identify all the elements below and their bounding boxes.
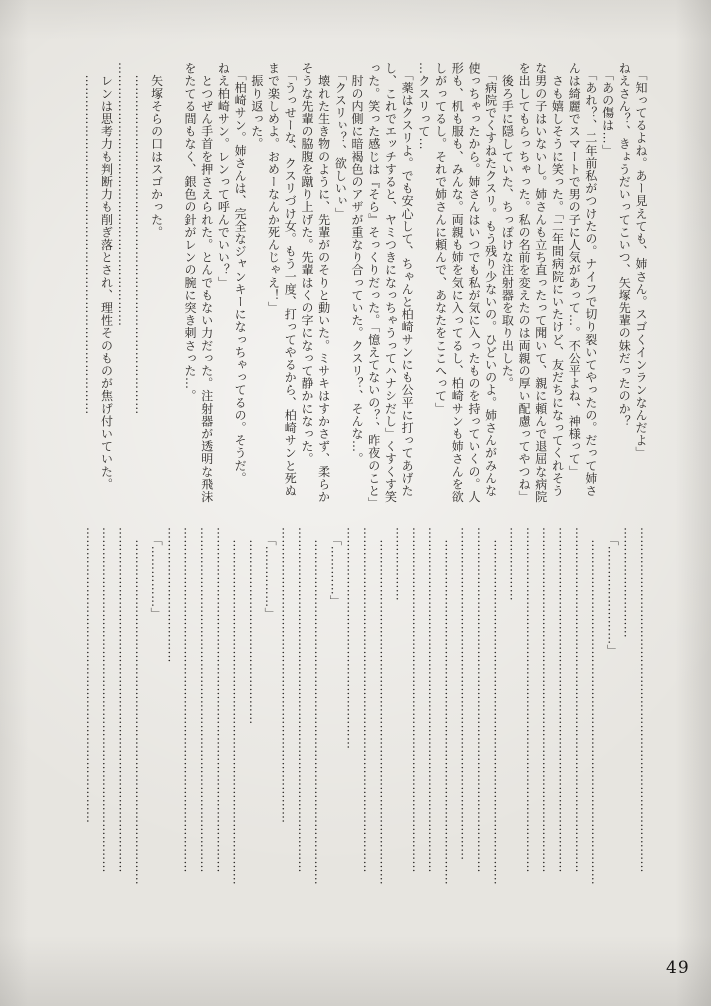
text-column: とつぜん手首を押さえられた。とんでもない力だった。注射器が透明な飛沫 <box>199 62 214 503</box>
text-column: ……………………………………………………………………… <box>132 62 147 415</box>
text-column: レンは思考力も判断力も削ぎ落とされ、理性そのものが焦げ付いていた。 <box>99 62 114 491</box>
text-column: ………………………………………………………………………… <box>230 527 245 886</box>
page-number: 49 <box>666 958 690 978</box>
text-column: ……………………………………………………………… <box>279 527 294 824</box>
text-column: ……………………………………………………………………… <box>458 527 473 861</box>
text-column: 「柏崎サン。姉さんは、完全なジャンキーになっちゃってるの。そうだ。 <box>233 62 248 485</box>
text-column: ………………………………………………………………………… <box>116 527 131 873</box>
text-column: ………………………………………………………………………… <box>132 527 147 886</box>
text-column: 「クスリぃ？、欲しいぃ」 <box>333 62 348 220</box>
text-column: ………………………………………………………………………… <box>589 527 604 886</box>
text-column: ………………………………………………………………………… <box>181 527 196 873</box>
text-column: ……………………………………………… <box>344 527 359 750</box>
text-column: 「……………………」 <box>605 527 620 657</box>
text-column: ………………………………………………………………………… <box>638 527 652 873</box>
text-column: を出してもらっちゃった。私の名前を変えたのは両親の厚い配慮ってやつね」 <box>517 62 532 503</box>
text-column: 「…………」 <box>328 527 343 608</box>
text-column: ………………………………………………………………………… <box>360 527 375 873</box>
text-column: ねえさん？、きょうだいってこいつ、矢塚先輩の妹だったのか？ <box>617 62 632 428</box>
text-column: ………………………………………………………………………… <box>523 527 538 873</box>
text-column: ………………………………………………………………………… <box>475 527 490 873</box>
text-column: …………………………… <box>165 527 180 663</box>
text-column: 「……………」 <box>263 527 278 620</box>
text-column: ………………………………………………………………………… <box>295 527 310 873</box>
text-column: 「知ってるよね。あー見えても、姉さん。スゴくインランなんだよ」 <box>634 62 648 460</box>
text-column: 振り返った。 <box>249 62 264 151</box>
text-column: 「あれ？、二年前私がつけたの。ナイフで切り裂いてやったの。だって姉さ <box>583 62 598 497</box>
text-column: ……………… <box>507 527 522 602</box>
text-column: 「うっせーな、クスリづけ女。もう一度、打ってやるから、柏崎サンと死ぬ <box>283 62 298 497</box>
text-column: ………………………………………………………………………… <box>540 527 555 873</box>
text-column: ………………………………………………………………………… <box>442 527 457 886</box>
text-column: ………………………………………………………………………… <box>572 527 587 873</box>
text-column: 後ろ手に隠していた、ちっぽけな注射器を取り出した。 <box>500 62 515 390</box>
text-column: 肘の内側に暗褐色のアザが重なり合っていた。クスリ？、そんな…。 <box>350 62 365 466</box>
text-column: ……………………………………………………………… <box>83 527 98 824</box>
text-column: しがってるし。それで姉さんに頼んで、あなたをここへって」 <box>433 62 448 415</box>
text-column: ……………………………………………………………………… <box>82 62 97 415</box>
text-column: ………………………………………………………………………… <box>100 527 115 873</box>
text-column: った。笑った感じは『そら』そっくりだった。「憶えてないの？、昨夜のこと」 <box>366 62 381 510</box>
text-column: まで楽しめよ。おめーなんか死んじゃえ！」 <box>266 62 281 314</box>
text-column: ……………………… <box>621 527 636 639</box>
text-column: ………………………………………………………………………… <box>377 527 392 886</box>
text-column: 矢塚そらの口はスゴかった。 <box>149 62 164 239</box>
text-column: をたてる間もなく、銀色の針がレンの腕に突き刺さった…。 <box>183 62 198 403</box>
text-column: ………………………………………………………………………… <box>556 527 571 873</box>
text-column: ……………………………………… <box>246 527 261 725</box>
text-column: ……………… <box>393 527 408 602</box>
text-column: 「薬はクスリよ。でも安心して、ちゃんと柏崎サンにも公平に打ってあげた <box>400 62 415 497</box>
text-column: 「病院でくすねたクスリ。もう残り少ないの。ひどいのよ。姉さんがみんな <box>483 62 498 497</box>
text-column <box>165 62 182 494</box>
text-column: 使っちゃったから。姉さんはいつでも私が気に入ったものを持っていくの。人 <box>466 62 481 503</box>
text-column: ………………………………………………………………………… <box>426 527 441 873</box>
text-column: …クスリって… <box>416 62 431 151</box>
text-column: し、これでエッチすると、ヤミつきになっちゃうってハナシだし」くすくす笑 <box>383 62 398 503</box>
text-column: ………………………………………………………………………… <box>409 527 424 873</box>
text-column: 壊れた生き物のように、先輩がのそりと動いた。ミサキはすかさず、柔らか <box>316 62 331 503</box>
text-column: 形も、机も服も、みんな。両親も姉を気に入ってるし、柏崎サンも姉さんを欲 <box>450 62 465 503</box>
text-block-bottom <box>83 527 653 945</box>
text-column: 「あの傷は…」 <box>600 62 615 157</box>
text-column: ………………………………………………………………………… <box>491 527 506 886</box>
text-column: ………………………………………………………………………… <box>312 527 327 886</box>
text-column: ねえ柏崎サン。レンって呼んでいい？」 <box>216 62 231 289</box>
text-column: そうな先輩の脇腹を蹴り上げた。先輩はくの字になって静かになった。 <box>299 62 314 466</box>
text-column: ………………………………………………………………………… <box>214 527 229 873</box>
text-column: んは綺麗でスマートで男の子に人気があって…。不公平よね、神様って」 <box>567 62 582 478</box>
text-block-top <box>81 62 649 510</box>
text-column: ……………………………………………………… <box>116 62 131 327</box>
text-column: な男の子はいないし。姉さんも立ち直ったって聞いて、親に頼んで退屈な病院 <box>533 62 548 503</box>
text-column: さも嬉しそうに笑った。「二年間病院にいたけど、友だちになってくれそう <box>550 62 565 497</box>
text-column: 「……………」 <box>149 527 164 620</box>
text-column: ………………………………………………………………………… <box>197 527 212 873</box>
